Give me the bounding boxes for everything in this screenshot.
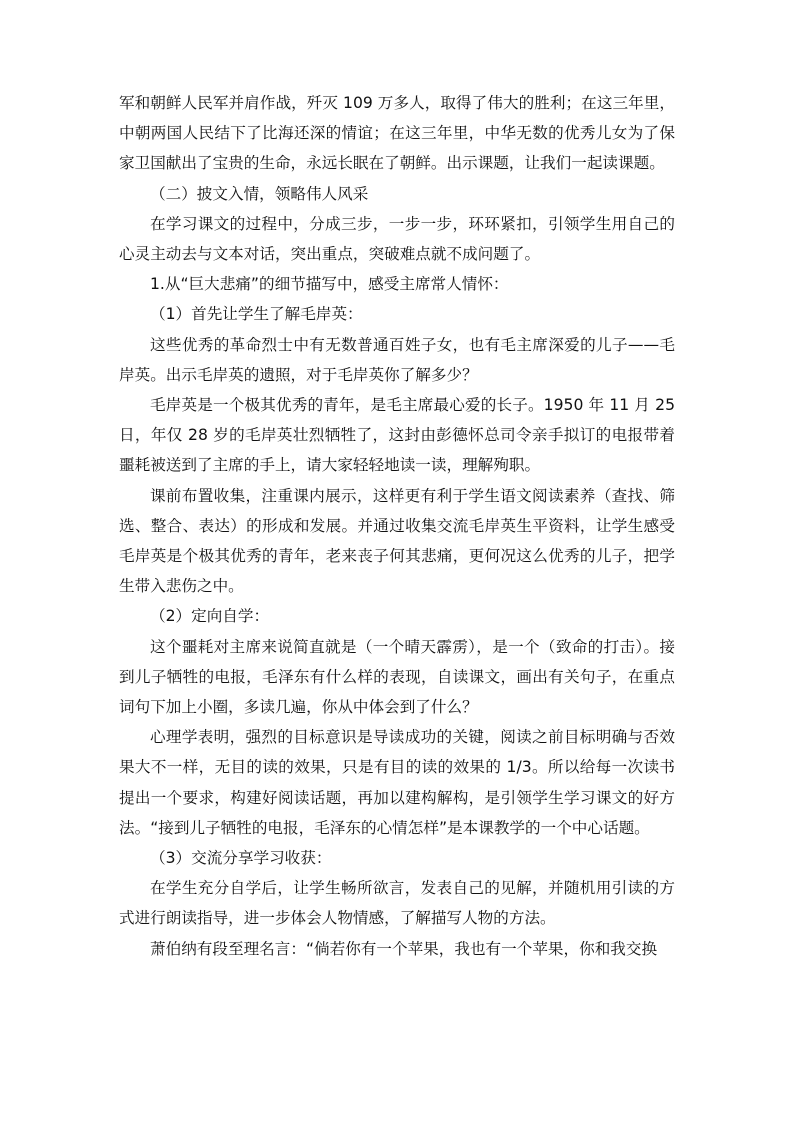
subheading-1-1: （1）首先让学生了解毛岸英： (150, 305, 363, 324)
document-page (119, 88, 675, 964)
subheading-1: 1.从“巨大悲痛”的细节描写中，感受主席常人情怀： (150, 275, 509, 294)
paragraph-preclass-collection: 课前布置收集，注重课内展示，这样更有利于学生语文阅读素养（查找、筛选、整合、表达）的形成和发展。并通过收集交流毛岸英生平资料，让学生感受毛岸英是个极其优秀的青年，老来丧子何其悲痛，更何况这么优秀的儿子，把学生带入悲伤之中。 (119, 486, 675, 596)
paragraph-mao-anying-bio: 毛岸英是一个极其优秀的青年，是毛主席最心爱的长子。1950 年 11 月 25 日，年仅 28 岁的毛岸英壮烈牺牲了，这封由彭德怀总司令亲手拟订的电报带着噩耗被送到了主席的手上，请大家轻轻地读一读，理解殉职。 (119, 396, 675, 475)
paragraph-sharing: 在学生充分自学后，让学生畅所欲言，发表自己的见解，并随机用引读的方式进行朗读指导，进一步体会人物情感，了解描写人物的方法。 (119, 879, 675, 928)
paragraph-news-reaction: 这个噩耗对主席来说简直就是（一个晴天霹雳），是一个（致命的打击）。接到儿子牺牲的电报，毛泽东有什么样的表现，自读课文，画出有关句子，在重点词句下加上小圈，多读几遍，你从中体会到了什么？ (119, 637, 675, 717)
subheading-1-3: （3）交流分享学习收获： (150, 849, 332, 868)
paragraph-quote: 萧伯纳有段至理名言：“倘若你有一个苹果，我也有一个苹果，你和我交换 (150, 939, 658, 958)
paragraph-learning-steps: 在学习课文的过程中，分成三步，一步一步，环环紧扣，引领学生用自己的心灵主动去与文本对话，突出重点，突破难点就不成问题了。 (119, 214, 675, 264)
paragraph-psychology: 心理学表明，强烈的目标意识是导读成功的关键，阅读之前目标明确与否效果大不一样，无目的读的效果，只是有目的读的效果的 1/3。所以给每一次读书提出一个要求，构建好阅读话题，再加以建构解构，是引领学生学习课文的好方法。“接到儿子牺牲的电报，毛泽东的心情怎样”是本课教学的一个中心话题。 (119, 728, 675, 837)
paragraph-intro-continuation: 军和朝鲜人民军并肩作战，歼灭 109 万多人，取得了伟大的胜利；在这三年里，中朝两国人民结下了比海还深的情谊；在这三年里，中华无数的优秀儿女为了保家卫国献出了宝贵的生命，永远长眠在了朝鲜。出示课题，让我们一起读课题。 (119, 94, 675, 173)
paragraph-mao-anying-intro: 这些优秀的革命烈士中有无数普通百姓子女，也有毛主席深爱的儿子——毛岸英。出示毛岸英的遗照，对于毛岸英你了解多少？ (119, 335, 675, 384)
section-heading-2: （二）披文入情，领略伟人风采 (150, 184, 369, 203)
subheading-1-2: （2）定向自学： (150, 607, 270, 626)
